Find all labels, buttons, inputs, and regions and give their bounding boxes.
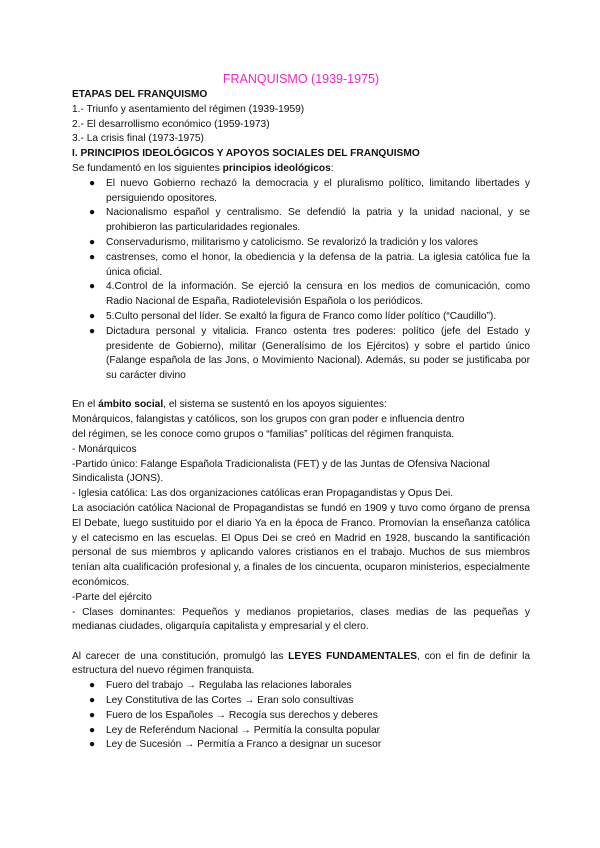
spacer [72,384,530,399]
list-item [72,679,530,694]
list-item [72,177,530,207]
list-item-text: 5.Culto personal del líder. Se exaltó la figura de Franco como líder político (“Caudillo”). [106,310,497,322]
etapa-item: 3.- La crisis final (1973-1975) [72,133,204,145]
list-item [72,724,530,739]
list-item-text: 4.Control de la información. Se ejerció la censura en los medios de comunicación, como Radio Nacional de España, Radiotelevisión Española o los periódicos. [106,281,530,308]
intro-bold: ámbito social [98,399,164,411]
list-item-text: Conservadurismo, militarismo y catolicismo. Se revalorizó la tradición y los valores [106,236,478,248]
bullet-icon: ● [89,236,96,248]
etapa-item: 1.- Triunfo y asentamiento del régimen (1939-1959) [72,103,305,115]
paragraph-line: Monárquicos, falangistas y católicos, son los grupos con gran poder e influencia dentro [72,414,465,426]
list-item [72,236,530,251]
bullet-icon: ● [89,724,96,736]
bullet-icon: ● [89,281,96,293]
principios-intro [72,162,530,177]
intro-text: : [330,162,334,174]
paragraph-line: del régimen, se les conoce como grupos o “familias” políticas del régimen franquista. [72,429,455,441]
paragraph-line: -Partido único: Falange Española Tradicionalista (FET) y de las Juntas de Ofensiva Nacional Sindicalista (JONS). [72,458,490,485]
social-intro [72,398,530,413]
intro-text: Al carecer de una constitución, promulgó las [72,650,289,662]
list-item [72,738,530,753]
spacer [72,635,530,650]
paragraph: La asociación católica Nacional de Propagandistas se fundó en 1909 y tuvo como órgano de prensa El Debate, luego sustituido por el diario Ya en la época de Franco. Promovían la enseñanza católica y el catecismo en las escuelas. El Opus Dei se creó en Madrid en 1928, buscando la santificación personal de sus miembros y aplicando valores cristianos en el trabajo. Muchos de sus miembros tenían alta cualificación profesional y, a finales de los cincuenta, ocuparon ministerios, especialmente económicos. [72,503,530,588]
paragraph-line: -Parte del ejército [72,591,152,603]
bullet-icon: ● [89,325,96,337]
bullet-icon: ● [89,207,96,219]
list-item [72,325,530,384]
list-item-text: Fuero del trabajo → Regulaba las relaciones laborales [106,680,352,692]
intro-text: En el [72,399,99,411]
bullet-icon: ● [89,739,96,751]
list-item [72,310,530,325]
list-item [72,280,530,310]
list-item-text: Ley de Referéndum Nacional → Permitía la consulta popular [106,724,381,736]
intro-bold: principios ideológicos [222,162,331,174]
principles-list [72,177,530,384]
bullet-icon: ● [89,310,96,322]
list-item [72,694,530,709]
etapa-item: 2.- El desarrollismo económico (1959-1973) [72,118,270,130]
intro-bold: LEYES FUNDAMENTALES [288,650,418,662]
bullet-icon: ● [89,695,96,707]
intro-text: Se fundamentó en los siguientes [72,162,223,174]
intro-text: , con el fin de definir la estructura del nuevo régimen franquista. [72,650,530,677]
bullet-icon: ● [89,709,96,721]
list-item-text: Dictadura personal y vitalicia. Franco ostenta tres poderes: político (jefe del Estado y presidente de Gobierno), militar (Generalísimo de los Ejércitos) y sobre el partido único (Falange española de las Jons, o Movimiento Nacional). Además, su poder se justificaba por su carácter divino [106,325,530,382]
bullet-icon: ● [89,251,96,263]
section-heading-principios: I. PRINCIPIOS IDEOLÓGICOS Y APOYOS SOCIALES DEL FRANQUISMO [72,148,420,160]
intro-text: , el sistema se sustentó en los apoyos siguientes: [163,399,387,411]
list-item-text: Fuero de los Españoles → Recogía sus derechos y deberes [106,709,378,721]
list-item-text: Ley Constitutiva de las Cortes → Eran solo consultivas [106,695,354,707]
list-item-text: castrenses, como el honor, la obediencia y la defensa de la patria. La iglesia católica fue la única oficial. [106,251,530,278]
list-item-text: El nuevo Gobierno rechazó la democracia y el pluralismo político, limitando libertades y persiguiendo opositores. [106,177,530,204]
list-item [72,251,530,281]
etapas-heading: ETAPAS DEL FRANQUISMO [72,89,208,100]
paragraph-line: - Monárquicos [72,443,137,455]
leyes-list [72,679,530,753]
document-title: FRANQUISMO (1939-1975) [222,72,380,86]
list-item-text: Ley de Sucesión → Permitía a Franco a designar un sucesor [106,739,382,751]
list-item [72,709,530,724]
bullet-icon: ● [89,680,96,692]
list-item-text: Nacionalismo español y centralismo. Se defendió la patria y la unidad nacional, y se prohibieron las particularidades regionales. [106,207,530,234]
bullet-icon: ● [89,177,96,189]
paragraph: - Clases dominantes: Pequeños y medianos propietarios, clases medias de las pequeñas y medianas ciudades, oligarquía capitalista y empresarial y el clero. [72,606,530,633]
paragraph-line: - Iglesia católica: Las dos organizaciones católicas eran Propagandistas y Opus Dei. [72,488,454,500]
list-item [72,206,530,236]
leyes-intro [72,650,530,680]
